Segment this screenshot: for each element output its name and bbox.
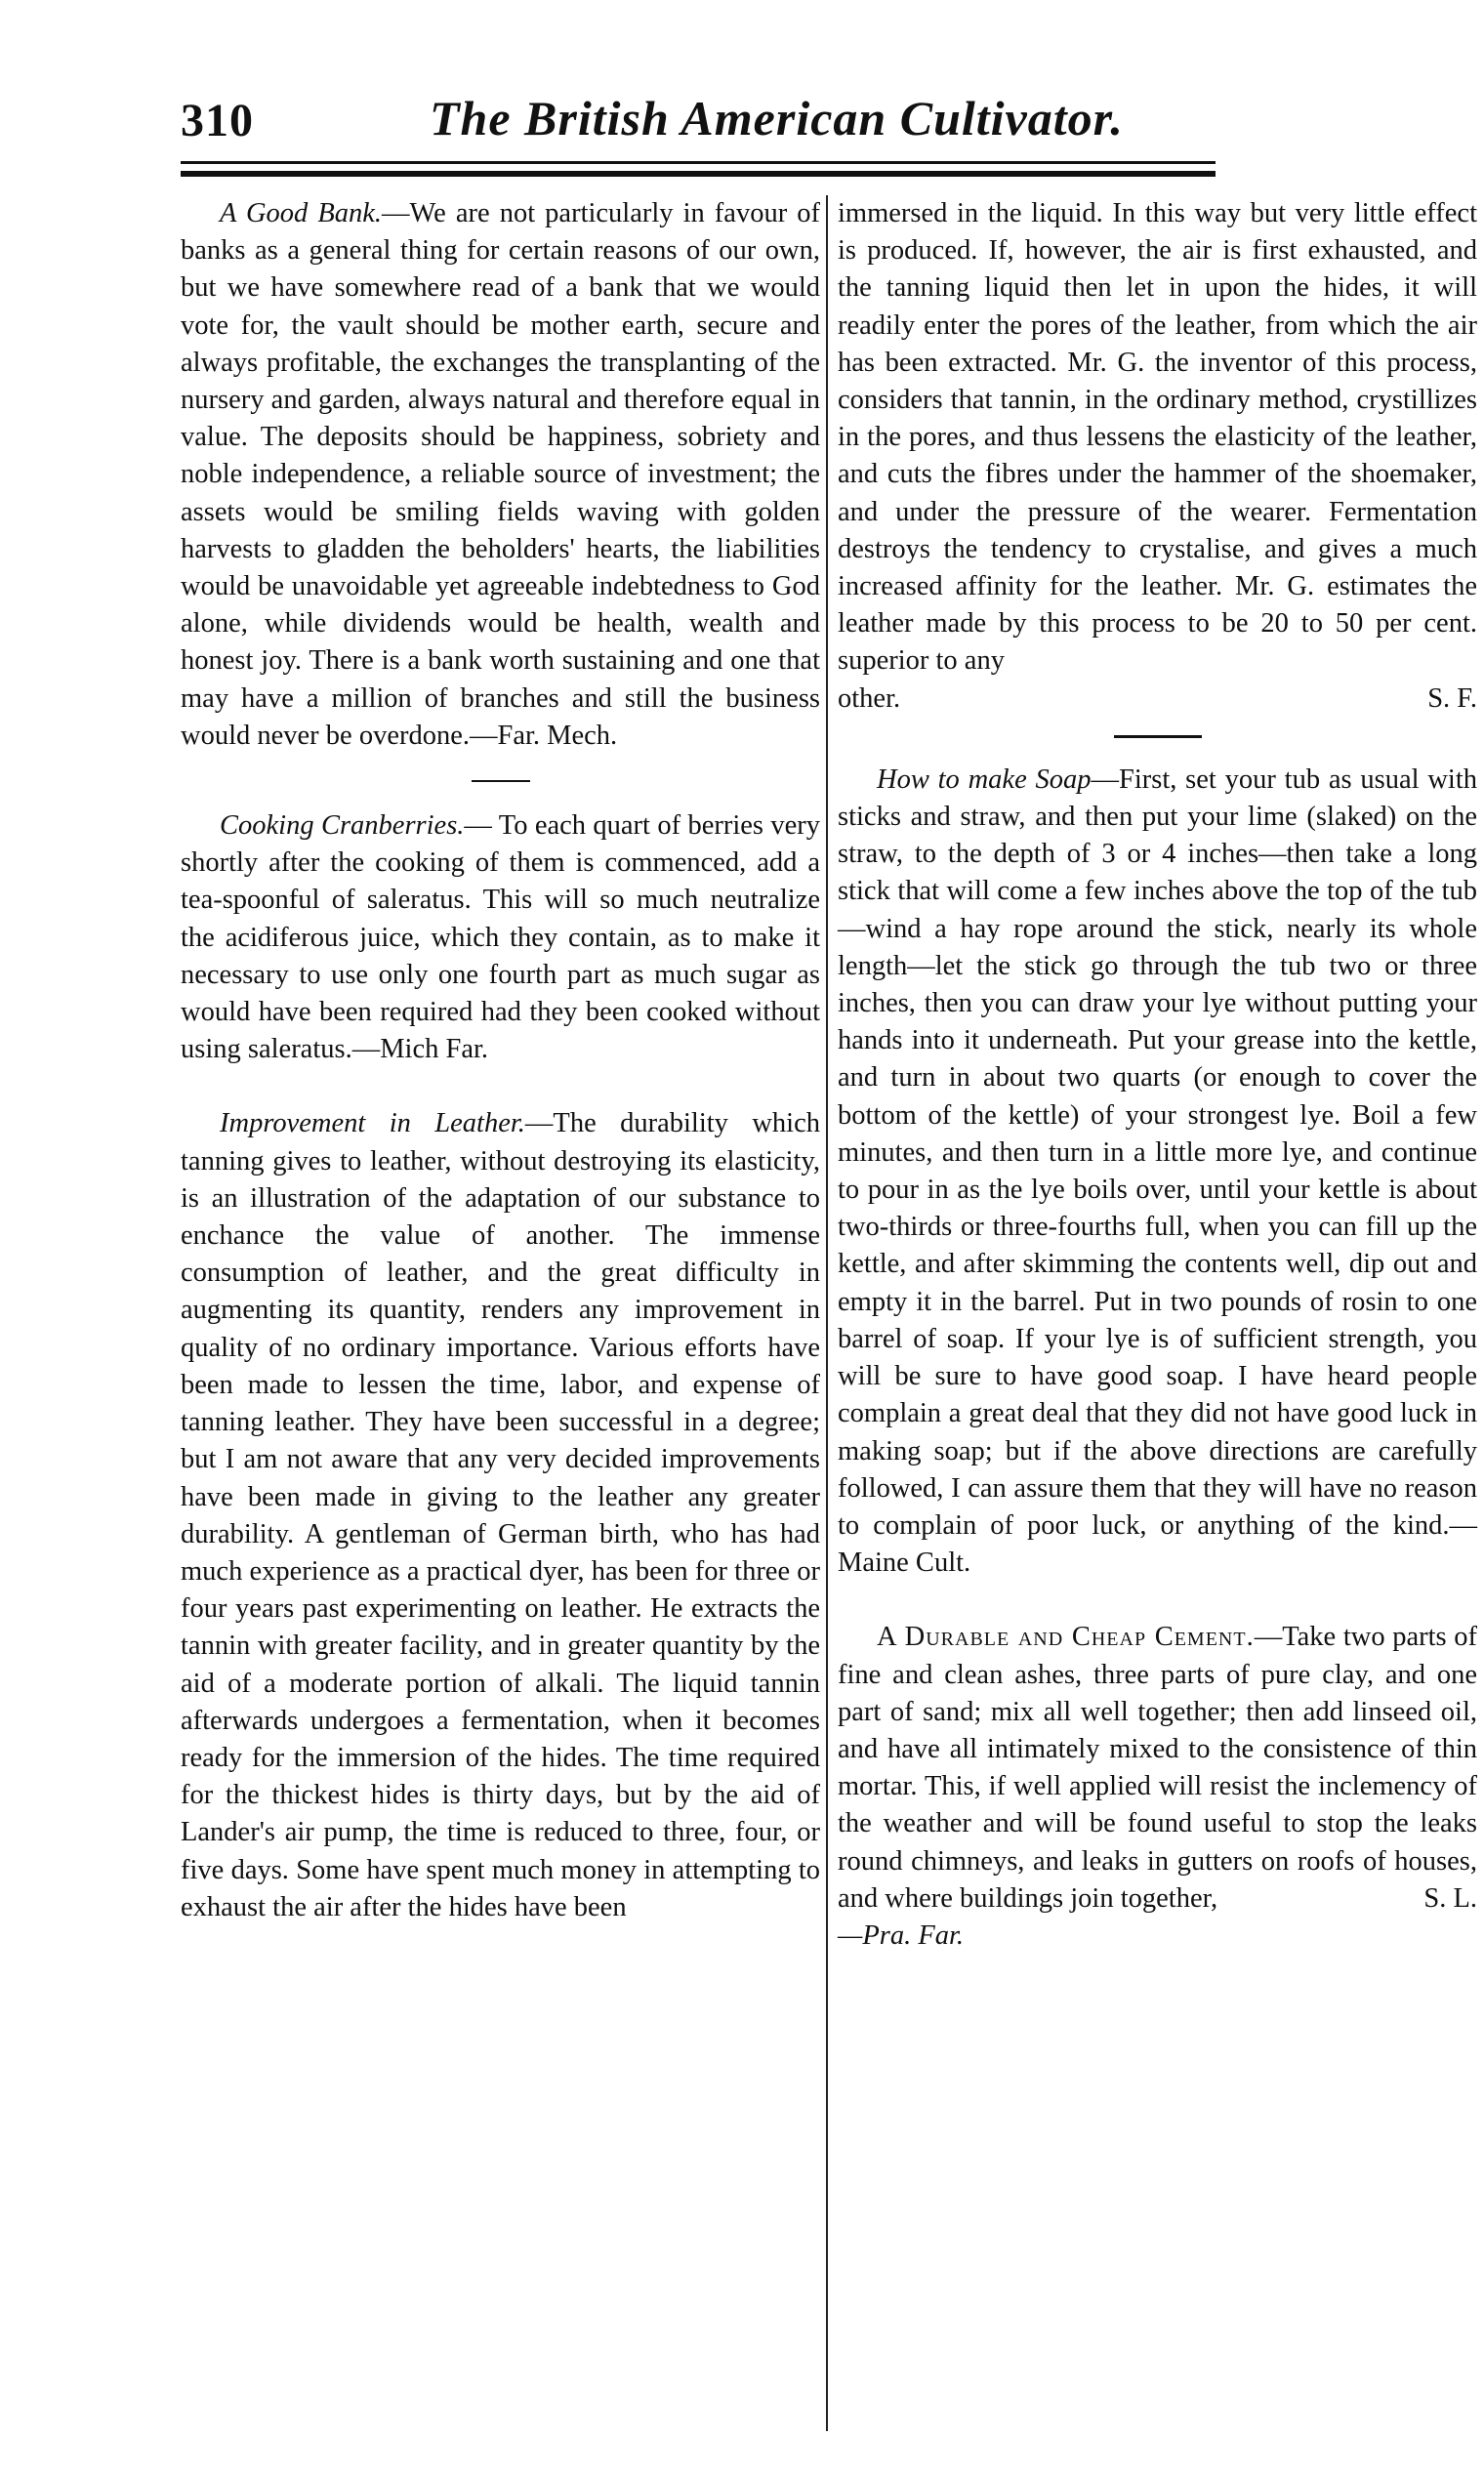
article-heading: A Durable and Cheap Cement.: [877, 1622, 1255, 1653]
signature: S. F.: [1427, 682, 1477, 714]
article-text: — To each quart of berries very shortly after the cooking of them is commenced, add a tea-spoonful of saleratus. This will so much neutralize the acidiferous juice, which they contain, as to make it necessary to use only one fourth part as much sugar as would have been required had they been cooked without using saleratus.—Mich Far.: [181, 810, 820, 1065]
article-body: [838, 762, 1477, 1582]
article-soap: [838, 762, 1477, 1582]
article-leather-continued: [838, 195, 1477, 718]
article-heading: How to make Soap: [877, 764, 1092, 795]
article-body: [181, 195, 820, 755]
article-source: —Pra. Far.: [838, 1920, 965, 1951]
article-body: [838, 1619, 1477, 1918]
article-heading: Improvement in Leather.: [220, 1108, 525, 1139]
article-heading: A Good Bank.: [220, 198, 383, 228]
article-cranberries: [181, 807, 820, 1068]
article-body: [181, 807, 820, 1068]
header-rule-thick: [181, 171, 1216, 177]
article-text: immersed in the liquid. In this way but very little effect is produced. If, however, the air is first exhausted, and the tanning liquid then let in upon the hides, it will readily enter the pores of the leather, from which the air has been extracted. Mr. G. the inventor of this process, considers that tannin, in the ordinary method, crystillizes in the pores, and thus lessens the elasticity of the leather, and cuts the fibres under the hammer of the shoemaker, and under the pressure of the wearer. Fermentation destroys the tendency to crystalise, and gives a much increased affinity for the leather. Mr. G. estimates the leather made by this process to be 20 to 50 per cent. superior to any: [838, 198, 1477, 677]
header-rule-thin: [181, 161, 1216, 164]
article-separator: [472, 780, 530, 782]
article-text: —We are not particularly in favour of banks as a general thing for certain reasons of our own, but we have somewhere read of a bank that we would vote for, the vault should be mother earth, secure and always profitable, the exchanges the transplanting of the nursery and garden, always natural and therefore equal in value. The deposits should be happiness, sobriety and noble independence, a reliable source of investment; the assets would be smiling fields waving with golden harvests to gladden the beholders' hearts, the liabilities would be unavoidable yet agreeable indebtedness to God alone, while dividends would be health, wealth and honest joy. There is a bank worth sustaining and one that may have a million of branches and still the business would never be overdone.—Far. Mech.: [181, 198, 820, 751]
article-text: —Take two parts of fine and clean ashes, three parts of pure clay, and one part of sand; mix all well together; then add linseed oil, and have all intimately mixed to the consistence of thin mortar. This, if well applied will resist the inclemency of the weather and will be found useful to stop the leaks round chimneys, and leaks in gutters on roofs of houses, and where buildings join together,: [838, 1622, 1478, 1914]
right-column: [838, 195, 1477, 1955]
article-separator: [1114, 735, 1202, 738]
article-text: —First, set your tub as usual with sticks and straw, and then put your lime (slaked) on the straw, to the depth of 3 or 4 inches—then take a long stick that will come a few inches above the top of the tub—wind a hay rope around the stick, nearly its whole length—let the stick go through the tub two or three inches, then you can draw your lye without putting your hands into it underneath. Put your grease into the kettle, and turn in about two quarts (or enough to cover the bottom of the kettle) of your strongest lye. Boil a few minutes, and then turn in a little more lye, and continue to pour in as the lye boils over, until your kettle is about two-thirds or three-fourths full, when you can fill up the kettle, and after skimming the contents well, dip out and empty it in the barrel. Put in two pounds of rosin to one barrel of soap. If your lye is of sufficient strength, you will be sure to have good soap. I have heard people complain a great deal that they did not have good luck in making soap; but if the above directions are carefully followed, I can assure them that they will have no reason to complain of poor luck, or anything of the kind.—Maine Cult.: [838, 764, 1477, 1579]
article-leather: [181, 1105, 820, 1925]
column-divider: [826, 195, 828, 2431]
article-good-bank: [181, 195, 820, 755]
signature-row: [838, 681, 1477, 718]
article-body: [838, 195, 1477, 681]
source-line: [838, 1918, 1477, 1955]
article-cement: [838, 1619, 1477, 1955]
article-text: —The durability which tanning gives to leather, without destroying its elasticity, is an illustration of the adaptation of our substance to enchance the value of another. The immense consumption of leather, and the great difficulty in augmenting its quantity, renders any improvement in quality of no ordinary importance. Various efforts have been made to lessen the time, labor, and expense of tanning leather. They have been successful in a degree; but I am not aware that any very decided improvements have been made in giving to the leather any greater durability. A gentleman of German birth, who has had much experience as a practical dyer, has been for three or four years past experimenting on leather. He extracts the tannin with greater facility, and in greater quantity by the aid of a moderate portion of alkali. The liquid tannin afterwards undergoes a fermentation, when it becomes ready for the immersion of the hides. The time required for the thickest hides is thirty days, but by the aid of Lander's air pump, the time is reduced to three, four, or five days. Some have spent much money in attempting to exhaust the air after the hides have been: [181, 1108, 820, 1922]
last-word: other.: [838, 682, 901, 714]
spacer: [838, 1582, 1477, 1619]
left-column: [181, 195, 820, 1926]
page-number: 310: [181, 95, 254, 146]
signature: S. L.: [1423, 1882, 1477, 1914]
masthead: [181, 90, 1216, 158]
journal-title: The British American Cultivator.: [430, 91, 1124, 145]
article-body: [181, 1105, 820, 1925]
article-heading: Cooking Cranberries.: [220, 810, 465, 842]
spacer: [181, 1068, 820, 1105]
